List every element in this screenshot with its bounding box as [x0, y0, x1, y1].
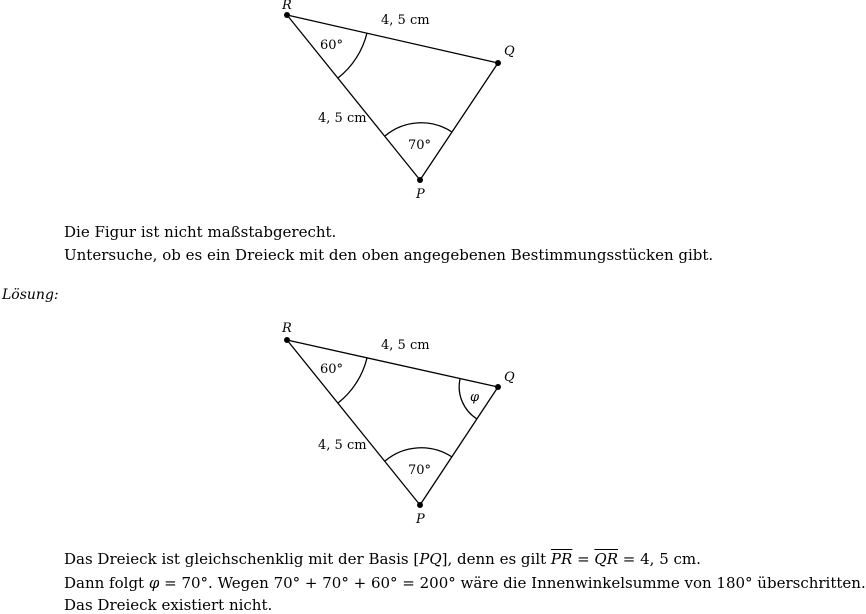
solution-line-1-text-a: Das Dreieck ist gleichschenklig mit der Basis [	[64, 550, 420, 568]
angle-label-r: 60°	[320, 38, 344, 53]
label-r: R	[282, 0, 292, 13]
solution-line-2-text-b: = 70°. Wegen 70° + 70° + 60° = 200° wäre die Innenwinkelsumme von 180° überschritten.	[159, 574, 866, 592]
solution-line-1	[64, 550, 701, 568]
side-label-rq: 4, 5 cm	[381, 13, 430, 28]
solution-line-2	[64, 574, 866, 592]
label-p: P	[416, 187, 425, 202]
solution-line-1-eq2: = 4, 5 cm.	[618, 550, 701, 568]
side-label-rp: 4, 5 cm	[318, 438, 367, 453]
solution-line-2-text-a: Dann folgt	[64, 574, 149, 592]
segment-pr: $\overline{PR}$	[550, 550, 573, 568]
angle-label-r: 60°	[320, 362, 344, 377]
side-pq	[420, 63, 498, 180]
triangle-figure-2	[0, 318, 732, 528]
solution-line-3: Das Dreieck existiert nicht.	[64, 596, 273, 614]
base-pq: PQ	[419, 550, 442, 568]
angle-label-p: 70°	[408, 138, 432, 153]
side-label-rp: 4, 5 cm	[318, 111, 367, 126]
side-rp	[287, 15, 420, 180]
angle-phi: φ	[148, 574, 160, 592]
side-pq	[420, 387, 498, 505]
triangle-figure-1	[0, 0, 732, 210]
label-r: R	[282, 321, 292, 336]
angle-arc-p	[385, 448, 452, 461]
vertex-p	[417, 502, 423, 508]
vertex-q	[495, 384, 501, 390]
angle-label-q: φ	[470, 390, 480, 405]
vertex-q	[495, 60, 501, 66]
angle-label-p: 70°	[408, 463, 432, 478]
label-q: Q	[504, 44, 515, 59]
segment-qr: $\overline{QR}$	[594, 550, 619, 568]
vertex-p	[417, 177, 423, 183]
solution-line-1-eq1: =	[572, 550, 595, 568]
task-line-2: Untersuche, ob es ein Dreieck mit den oben angegebenen Bestimmungsstücken gibt.	[64, 246, 714, 264]
task-line-1: Die Figur ist nicht maßstabgerecht.	[64, 223, 337, 241]
angle-arc-p	[385, 123, 452, 136]
solution-line-1-text-b: ], denn es gilt	[441, 550, 551, 568]
vertex-r	[284, 337, 290, 343]
solution-heading: Lösung:	[2, 287, 59, 303]
label-p: P	[416, 512, 425, 527]
side-label-rq: 4, 5 cm	[381, 338, 430, 353]
label-q: Q	[504, 370, 515, 385]
